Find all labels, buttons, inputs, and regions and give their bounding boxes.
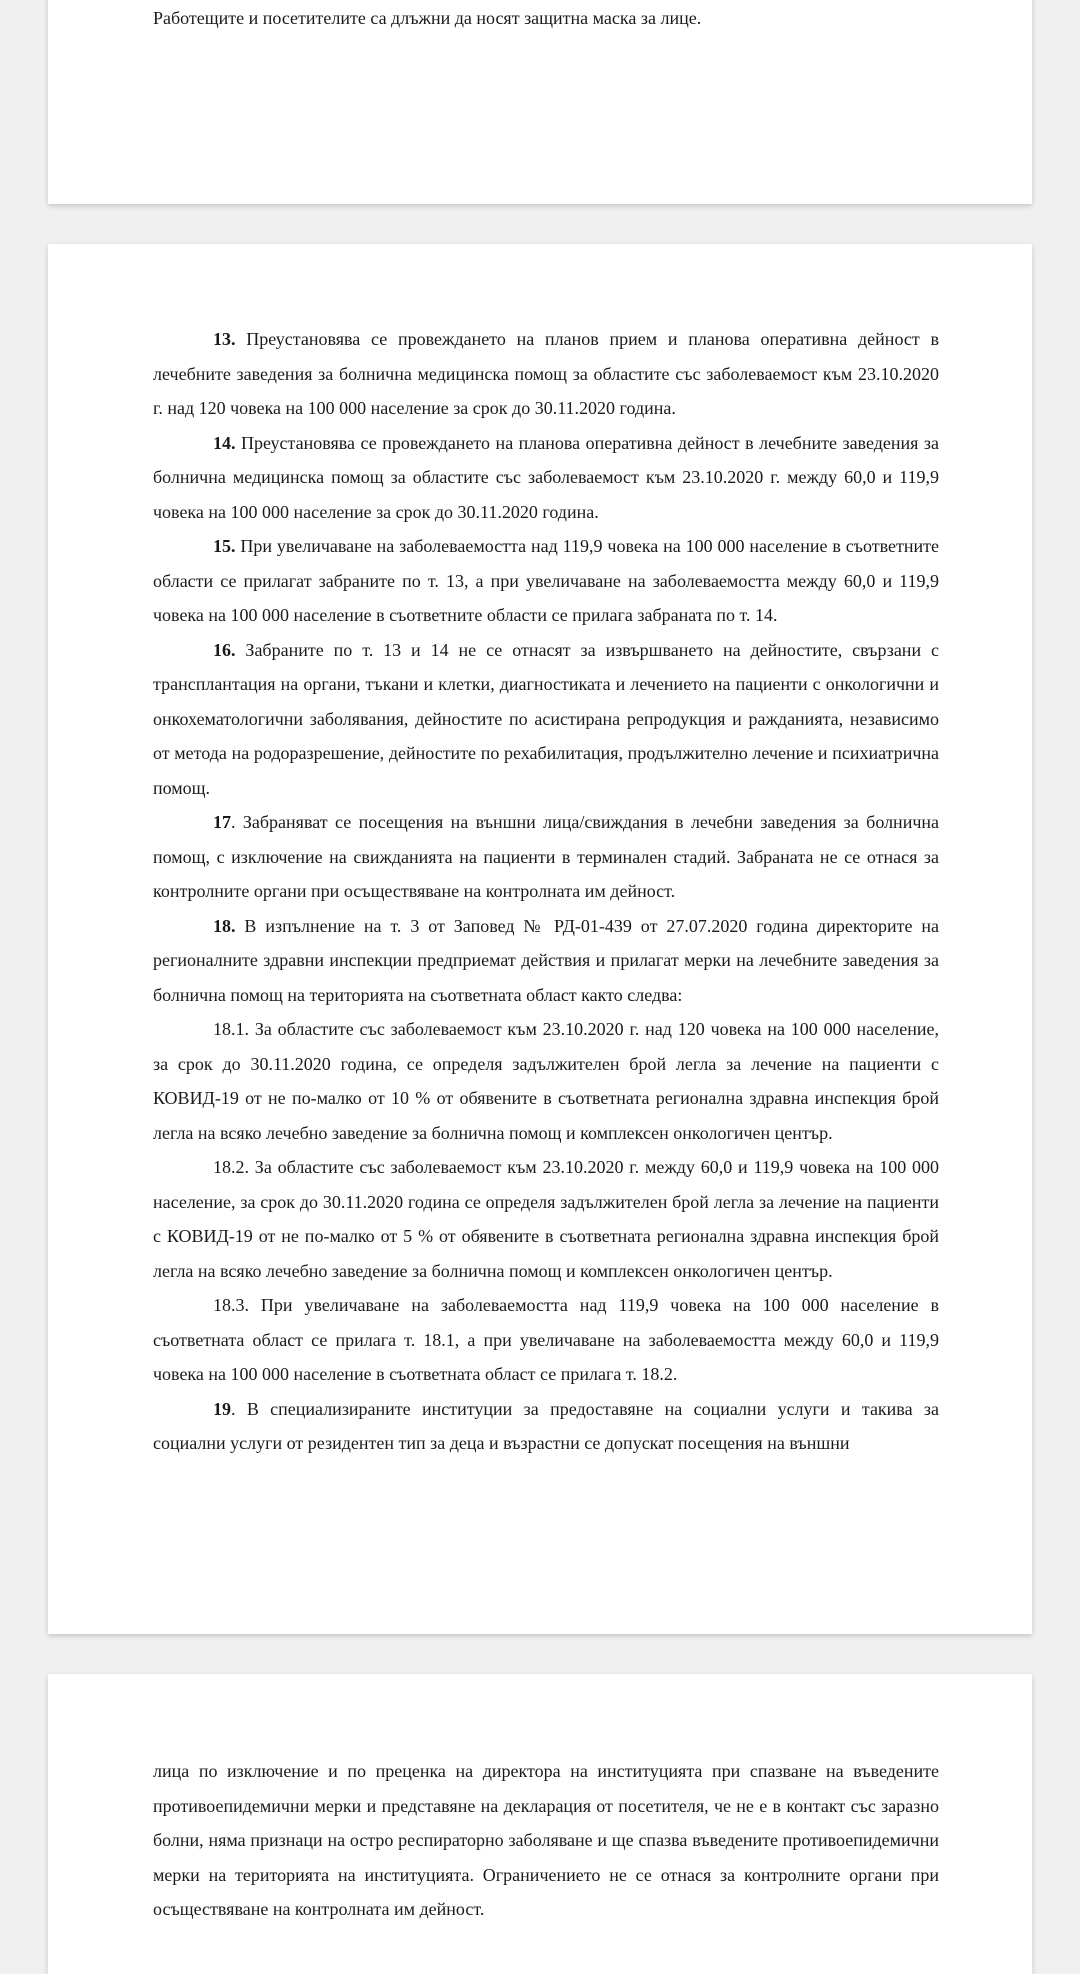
paragraph-text: 18.3. При увеличаване на заболеваемостта над 119,9 човека на 100 000 население в съответната област се прилага т. 18.1, а при увеличаване на заболеваемостта между 60,0 и 119,9 човека на 100 000 население в съответната област се прилага т. 18.2.	[153, 1295, 939, 1384]
paragraph-text: 18.2. За областите със заболеваемост към 23.10.2020 г. между 60,0 и 119,9 човека на 100 000 население, за срок до 30.11.2020 година се определя задължителен брой легла за лечение на пациенти с КОВИД-19 от не по-малко от 5 % от обявените в съответната регионална здравна инспекция брой легла на всяко лечебно заведение за болнична помощ и комплексен онкологичен център.	[153, 1157, 939, 1281]
paragraph-number: 16.	[213, 639, 236, 660]
paragraph-15	[153, 529, 939, 633]
paragraph-text: . Забраняват се посещения на външни лица/свиждания в лечебни заведения за болнична помощ, с изключение на свижданията на пациенти в терминален стадий. Забраната не се отнася за контролните органи при осъществяване на контролната им дейност.	[153, 812, 939, 901]
paragraph-16	[153, 633, 939, 806]
page-1-line-2: Работещите и посетителите са длъжни да носят защитна маска за лице.	[153, 7, 702, 28]
paragraph-number: 14.	[213, 432, 236, 453]
page-3-text	[153, 1754, 939, 1927]
paragraph-text: В изпълнение на т. 3 от Заповед № РД-01-439 от 27.07.2020 година директорите на регионалните здравни инспекции предприемат действия и прилагат мерки на лечебните заведения за болнична помощ на територията на съответната област както следва:	[153, 915, 939, 1005]
document-page-2	[48, 244, 1032, 1634]
paragraph-number: 18.	[213, 915, 236, 936]
paragraph-text: . В специализираните институции за предоставяне на социални услуги и такива за социални услуги от резидентен тип за деца и възрастни се допускат посещения на външни	[153, 1398, 939, 1453]
paragraph-number: 13.	[213, 329, 236, 349]
document-page-3	[48, 1674, 1032, 1974]
paragraph-number: 17	[213, 812, 231, 832]
paragraph-13	[153, 322, 939, 426]
paragraph-text: Преустановява се провеждането на планов прием и планова оперативна дейност в лечебните заведения за болнична медицинска помощ за областите със заболеваемост към 23.10.2020 г. над 120 човека на 100 000 население за срок до 30.11.2020 година.	[153, 329, 939, 418]
paragraph-18-2	[153, 1150, 939, 1288]
paragraph-text: Преустановява се провеждането на планова оперативна дейност в лечебните заведения за болнична медицинска помощ за областите със заболеваемост към 23.10.2020 г. между 60,0 и 119,9 човека на 100 000 население за срок до 30.11.2020 година.	[153, 432, 939, 522]
paragraph-17	[153, 805, 939, 909]
paragraph-19-continued: лица по изключение и по преценка на директора на институцията при спазване на въведените противоепидемични мерки и представяне на декларация от посетителя, че не е в контакт със заразно болни, няма признаци на остро респираторно заболяване и ще спазва въведените противоепидемични мерки на територията на институцията. Ограничението не се отнася за контролните органи при осъществяване на контролната им дейност.	[153, 1761, 939, 1919]
page-2-text	[153, 322, 939, 1461]
page-1-text	[153, 0, 939, 35]
document-page-1	[48, 0, 1032, 204]
paragraph-19	[153, 1392, 939, 1461]
paragraph-14	[153, 426, 939, 530]
paragraph-18-1	[153, 1012, 939, 1150]
paragraph-number: 19	[213, 1398, 231, 1419]
paragraph-text: Забраните по т. 13 и 14 не се отнасят за извършването на дейностите, свързани с трансплантация на органи, тъкани и клетки, диагностиката и лечението на пациенти с онкологични и онкохематологични заболявания, дейностите по асистирана репродукция и ражданията, независимо от метода на родоразрешение, дейностите по рехабилитация, продължително лечение и психиатрична помощ.	[153, 639, 939, 798]
paragraph-text: При увеличаване на заболеваемостта над 119,9 човека на 100 000 население в съответните области се прилагат забраните по т. 13, а при увеличаване на заболеваемостта между 60,0 и 119,9 човека на 100 000 население в съответните области се прилага забраната по т. 14.	[153, 536, 939, 625]
paragraph-text: 18.1. За областите със заболеваемост към 23.10.2020 г. над 120 човека на 100 000 население, за срок до 30.11.2020 година, се определя задължителен брой легла за лечение на пациенти с КОВИД-19 от не по-малко от 10 % от обявените в съответната регионална здравна инспекция брой легла на всяко лечебно заведение за болнична помощ и комплексен онкологичен център.	[153, 1019, 939, 1143]
paragraph-18	[153, 909, 939, 1013]
paragraph-18-3	[153, 1288, 939, 1392]
paragraph-number: 15.	[213, 536, 236, 556]
